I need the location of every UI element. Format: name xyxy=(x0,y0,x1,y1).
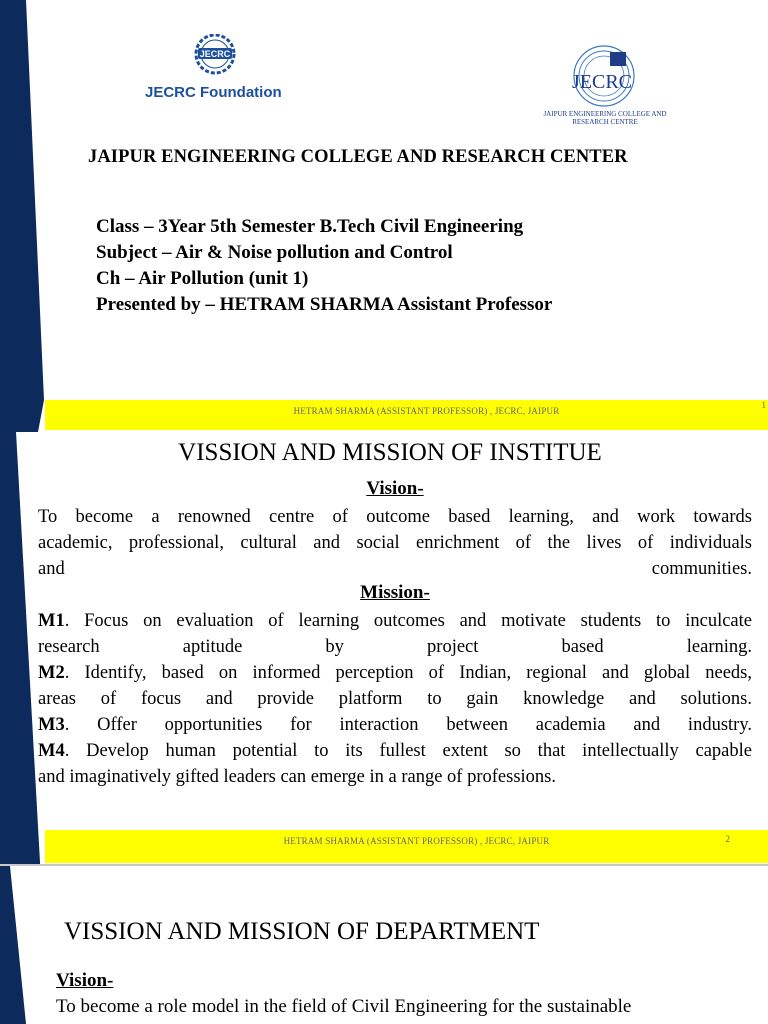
mission-line: . Focus on evaluation of learning outcomes and motivate students to inculcate xyxy=(64,611,752,631)
slide-3-side-bar xyxy=(0,866,26,1024)
course-info xyxy=(96,214,552,318)
mission-line: . Develop human potential to its fullest extent so that intellectually capable xyxy=(64,741,752,761)
department-vision-heading: Vision- xyxy=(56,970,114,991)
footer-presenter-text: HETRAM SHARMA (ASSISTANT PROFESSOR) , JECRC, JAIPUR xyxy=(293,406,560,416)
slide-1-footer xyxy=(45,400,768,430)
class-line: Class – 3Year 5th Semester B.Tech Civil Engineering xyxy=(96,216,524,237)
jecrc-foundation-logo-text: JECRC Foundation xyxy=(145,84,282,101)
mission-label: M2 xyxy=(38,663,65,683)
jecrc-college-logo-caption: JAIPUR ENGINEERING COLLEGE AND RESEARCH CENTRE xyxy=(543,110,667,126)
slide-1-side-bar xyxy=(0,0,46,432)
mission-heading: Mission- xyxy=(360,582,430,603)
logo-right-mark-text: JECRC xyxy=(571,71,633,93)
college-name: JAIPUR ENGINEERING COLLEGE AND RESEARCH CENTER xyxy=(88,147,628,167)
mission-item-m3 xyxy=(38,712,752,738)
mission-line: research aptitude by project based learning. xyxy=(38,637,752,657)
vision-line: and communities. xyxy=(38,559,752,579)
logo-left-seal-text: JECRC xyxy=(199,49,231,59)
mission-line: and imaginatively gifted leaders can emerge in a range of professions. xyxy=(38,767,556,787)
mission-label: M1 xyxy=(38,611,65,631)
presenter-line: Presented by – HETRAM SHARMA Assistant Professor xyxy=(96,294,553,315)
vision-text xyxy=(38,504,752,582)
slide-1 xyxy=(0,0,768,432)
mission-text xyxy=(38,608,752,790)
vision-heading: Vision- xyxy=(366,478,424,499)
mission-label: M4 xyxy=(38,741,65,761)
subject-line: Subject – Air & Noise pollution and Control xyxy=(96,242,453,263)
mission-item-m1 xyxy=(38,608,752,634)
mission-item-m2 xyxy=(38,660,752,686)
mission-line: . Identify, based on informed perception of Indian, regional and global needs, xyxy=(64,663,752,683)
mission-item-m4 xyxy=(38,738,752,764)
vision-line: To become a renowned centre of outcome based learning, and work towards xyxy=(38,507,752,527)
slide-2-footer xyxy=(45,830,768,863)
slide-2 xyxy=(0,432,768,864)
chapter-line: Ch – Air Pollution (unit 1) xyxy=(96,268,309,289)
department-vision-text: To become a role model in the field of Civil Engineering for the sustainable xyxy=(56,996,632,1017)
mission-line: areas of focus and provide platform to gain knowledge and solutions. xyxy=(38,689,752,709)
mission-line: . Offer opportunities for interaction between academia and industry. xyxy=(64,715,752,735)
footer-presenter-text: HETRAM SHARMA (ASSISTANT PROFESSOR) , JECRC, JAIPUR xyxy=(283,836,550,846)
slide-3 xyxy=(0,866,768,1024)
department-vision-mission-title: VISSION AND MISSION OF DEPARTMENT xyxy=(64,918,540,945)
page-number: 2 xyxy=(725,834,730,844)
vision-line: academic, professional, cultural and social enrichment of the lives of individuals xyxy=(38,533,752,553)
page-number: 1 xyxy=(761,400,766,410)
mission-label: M3 xyxy=(38,715,65,735)
institute-vision-mission-title: VISSION AND MISSION OF INSTITUE xyxy=(178,439,602,466)
